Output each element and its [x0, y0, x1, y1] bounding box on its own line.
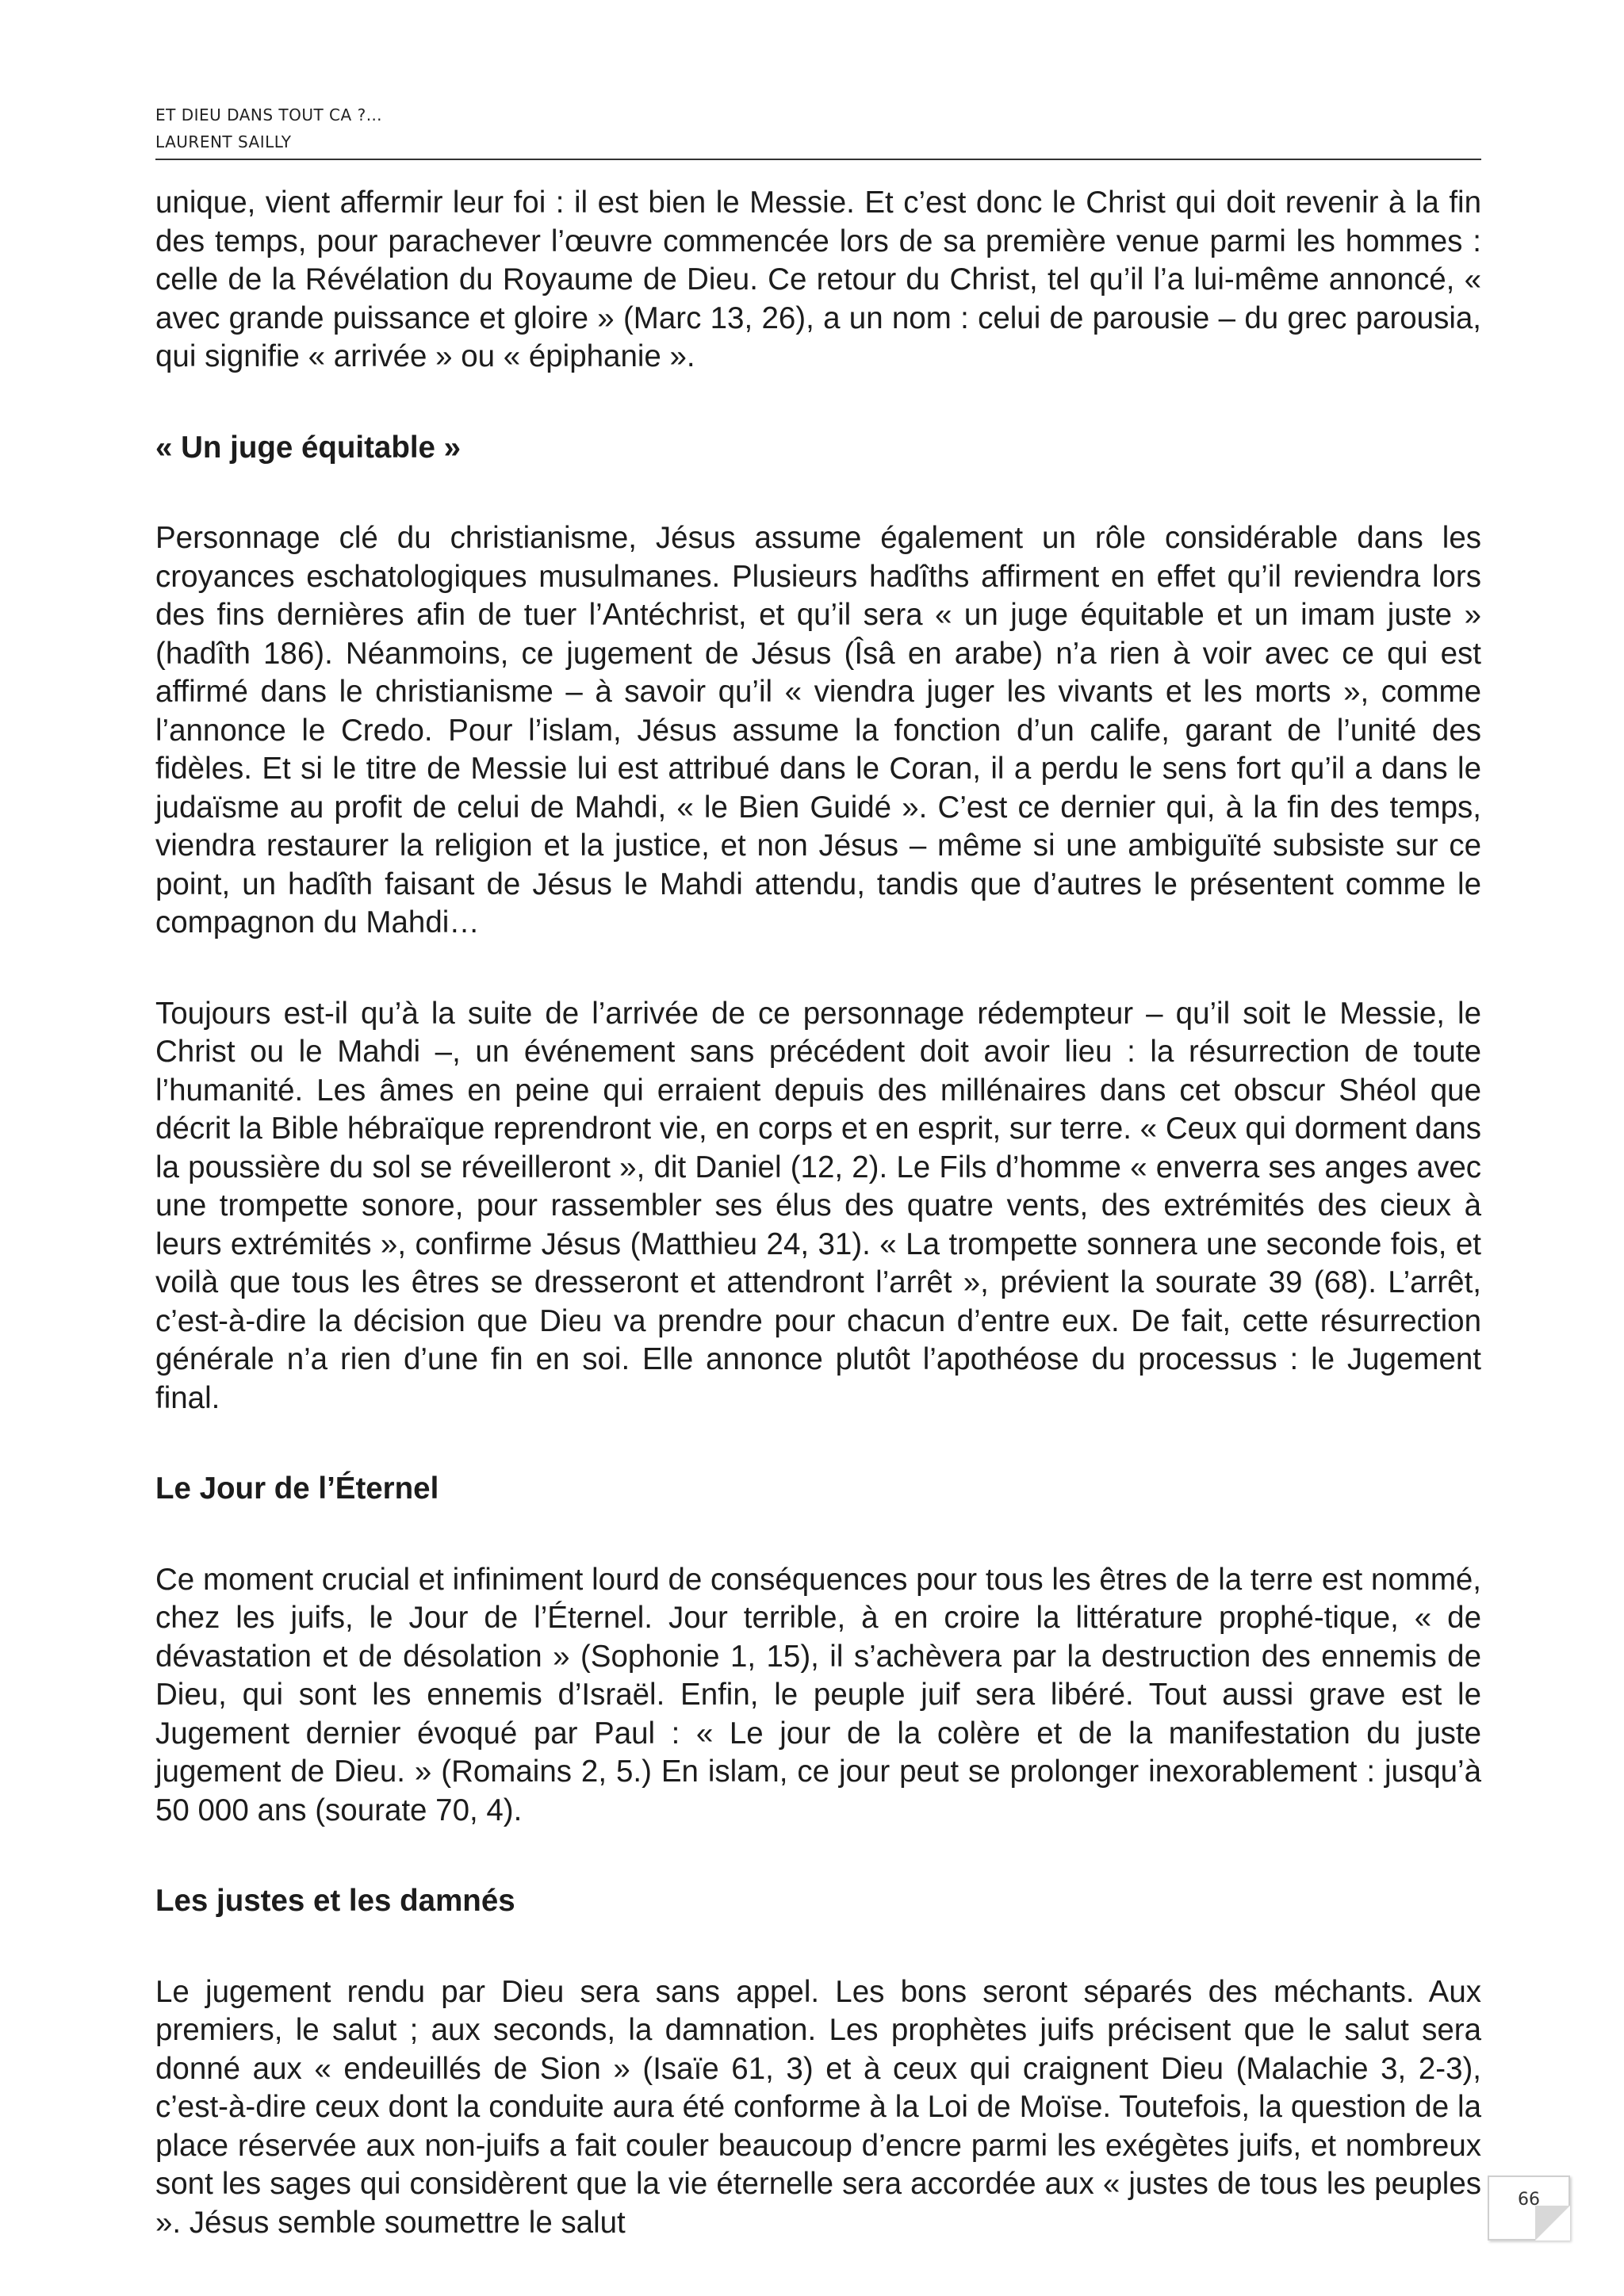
section-heading-juge-equitable: « Un juge équitable »	[155, 430, 462, 465]
section-heading-justes-damnes: Les justes et les damnés	[155, 1884, 515, 1918]
header-book-title: ET DIEU DANS TOUT CA ?…	[155, 105, 383, 124]
paragraph-3: Toujours est-il qu’à la suite de l’arrivée de ce personnage rédempteur – qu’il soit le Messie, le Christ ou le Mahdi –, un événement sans précédent doit avoir lieu : la résurrection de toute l’humanité. Les âmes en peine qui erraient depuis des millénaires dans cet obscur Shéol que décrit la Bible hébraïque reprendront vie, en corps et en esprit, sur terre. « Ceux qui dorment dans la poussière du sol se réveilleront », dit Daniel (12, 2). Le Fils d’homme « enverra ses anges avec une trompette sonore, pour rassembler ses élus des quatre vents, des extrémités des cieux à leurs extrémités », confirme Jésus (Matthieu 24, 31). « La trompette sonnera une seconde fois, et voilà que tous les êtres se dresseront et attendront l’arrêt », prévient la sourate 39 (68). L’arrêt, c’est-à-dire la décision que Dieu va prendre pour chacun d’entre eux. De fait, cette résurrection générale n’a rien d’une fin en soi. Elle annonce plutôt l’apothéose du processus : le Jugement final.	[155, 996, 1481, 1415]
page-number: 66	[1518, 2190, 1540, 2210]
header-author: LAURENT SAILLY	[155, 132, 292, 151]
page-body	[155, 184, 1481, 2242]
section-heading-jour-eternel: Le Jour de l’Éternel	[155, 1471, 439, 1506]
running-header	[155, 101, 1481, 160]
page-number-tab	[1488, 2175, 1570, 2241]
paragraph-4: Ce moment crucial et infiniment lourd de conséquences pour tous les êtres de la terre est nommé, chez les juifs, le Jour de l’Éternel. Jour terrible, à en croire la littérature prophé-tique, « de dévastation et de désolation » (Sophonie 1, 15), il s’achèvera par la destruction des ennemis de Dieu, qui sont les ennemis d’Israël. Enfin, le peuple juif sera libéré. Tout aussi grave est le Jugement dernier évoqué par Paul : « Le jour de la colère et de la manifestation du juste jugement de Dieu. » (Romains 2, 5.) En islam, ce jour peut se prolonger inexorablement : jusqu’à 50 000 ans (sourate 70, 4).	[155, 1562, 1481, 1827]
paragraph-5: Le jugement rendu par Dieu sera sans appel. Les bons seront séparés des méchants. Aux premiers, le salut ; aux seconds, la damnation. Les prophètes juifs précisent que le salut sera donné aux « endeuillés de Sion » (Isaïe 61, 3) et à ceux qui craignent Dieu (Malachie 3, 2-3), c’est-à-dire ceux dont la conduite aura été conforme à la Loi de Moïse. Toutefois, la question de la place réservée aux non-juifs a fait couler beaucoup d’encre parmi les exégètes juifs, et nombreux sont les sages qui considèrent que la vie éternelle sera accordée aux « justes de tous les peuples ». Jésus semble soumettre le salut	[155, 1974, 1481, 2240]
paragraph-2: Personnage clé du christianisme, Jésus assume également un rôle considérable dans les croyances eschatologiques musulmanes. Plusieurs hadîths affirment en effet qu’il reviendra lors des fins dernières afin de tuer l’Antéchrist, et qu’il sera « un juge équitable et un imam juste » (hadîth 186). Néanmoins, ce jugement de Jésus (Îsâ en arabe) n’a rien à voir avec ce qui est affirmé dans le christianisme – à savoir qu’il « viendra juger les vivants et les morts », comme l’annonce le Credo. Pour l’islam, Jésus assume la fonction d’un calife, garant de l’unité des fidèles. Et si le titre de Messie lui est attribué dans le Coran, il a perdu le sens fort qu’il a dans le judaïsme au profit de celui de Mahdi, « le Bien Guidé ». C’est ce dernier qui, à la fin des temps, viendra restaurer la religion et la justice, et non Jésus – même si une ambiguïté subsiste sur ce point, un hadîth faisant de Jésus le Mahdi attendu, tandis que d’autres le présentent comme le compagnon du Mahdi…	[155, 521, 1481, 939]
page-curl-icon	[1535, 2206, 1570, 2241]
paragraph-1: unique, vient affermir leur foi : il est bien le Messie. Et c’est donc le Christ qui doit revenir à la fin des temps, pour parachever l’œuvre commencée lors de sa première venue parmi les hommes : celle de la Révélation du Royaume de Dieu. Ce retour du Christ, tel qu’il l’a lui-même annoncé, « avec grande puissance et gloire » (Marc 13, 26), a un nom : celui de parousie – du grec parousia, qui signifie « arrivée » ou « épiphanie ».	[155, 186, 1481, 373]
